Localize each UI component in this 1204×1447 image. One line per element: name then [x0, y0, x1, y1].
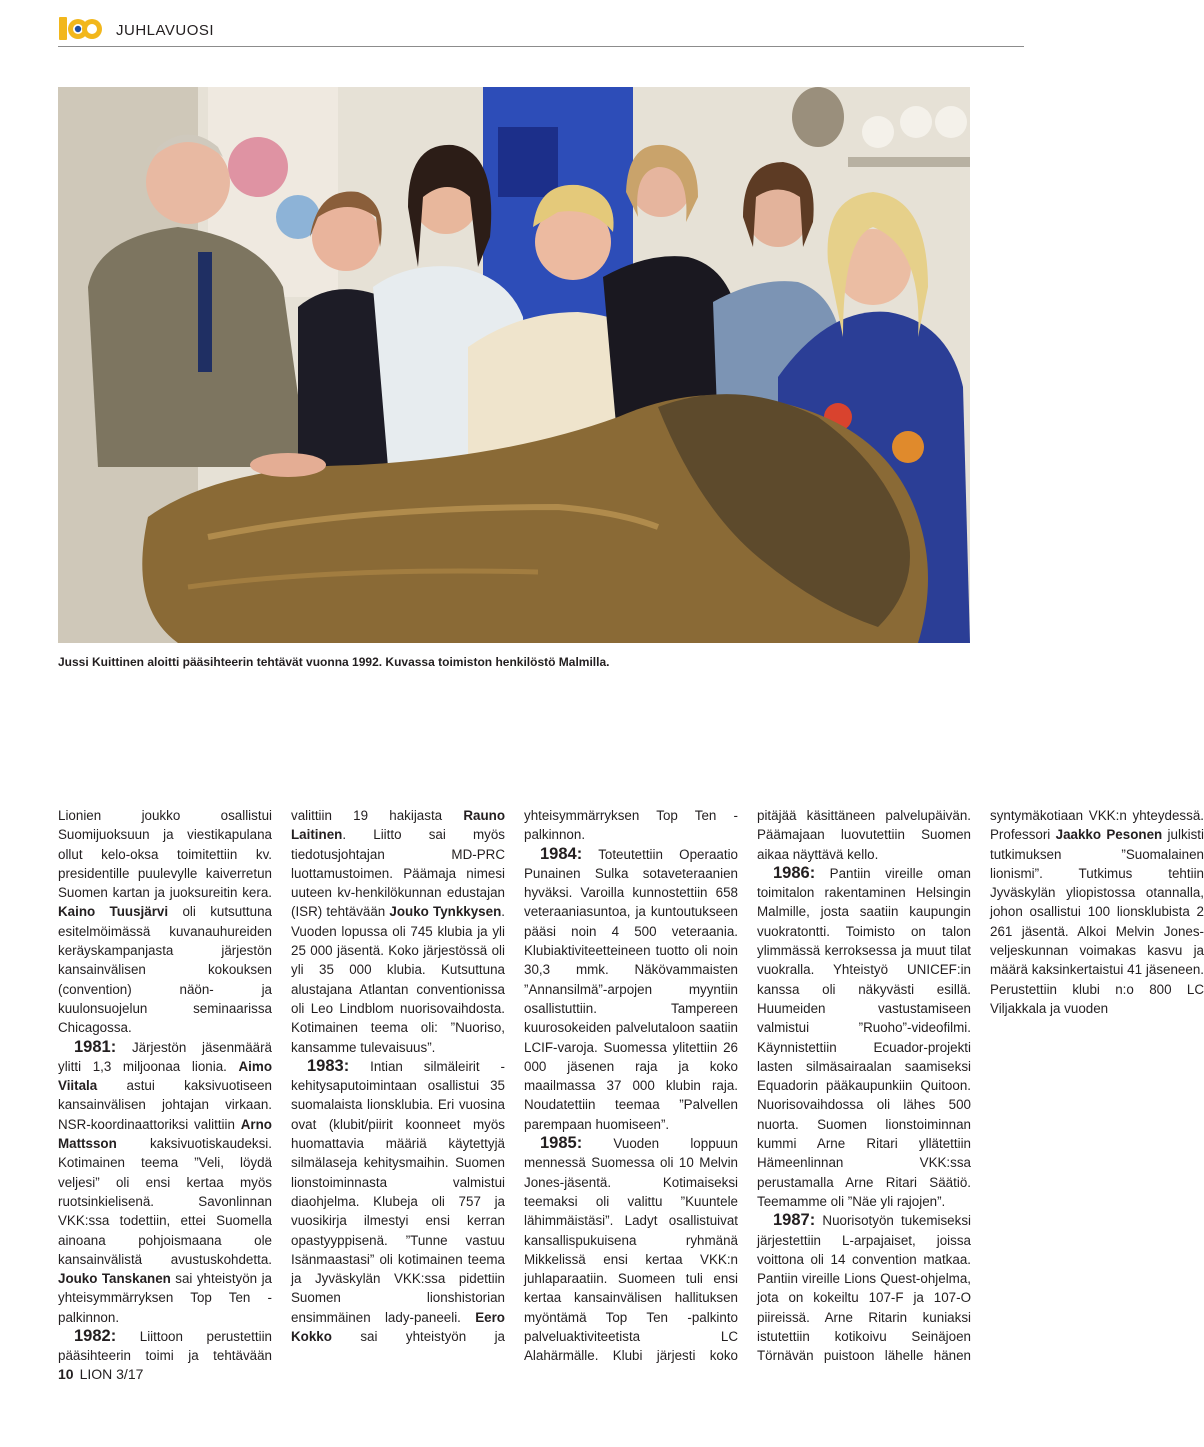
person-name: Rauno Laitinen: [291, 808, 505, 843]
magazine-issue: LION 3/17: [79, 1366, 144, 1382]
paragraph-1985: 1985: Vuoden loppuun mennessä Suomessa oli 10 Melvin Jones-jäsentä. Kotimaiseksi teemaksi oli valittu ”Kuuntele lähimmäistäsi”. Ladyt osallistuivat kansallispukuisena ryhmänä Mikkelissä ensi kertaa VKK:n juhlaparaatiin. Suomeen tuli ensi kertaa kansainvälisen hallituksen myöntämä Top Ten -palkinto palveluaktiviteetista LC Alahärmälle. Klubi järjesti koko pitäjää käsittäneen palvelupäivän. Päämajaan luovutettiin Suomen aikaa näyttävä kello.: [524, 808, 971, 1364]
year-heading: 1984:: [540, 844, 583, 863]
paragraph-1983: 1983: Intian silmäleirit -kehitysaputoimintaan osallistui 35 suomalaista lionsklubia. Eri vuosina ovat (klubit/piirit koonneet myös huomattavia määriä käytettyjä silmälaseja kehitysmaihin. Suomen lionstoiminnasta valmistui diaohjelma. Klubeja oli 757 ja vuosikirja ilmestyi ensi kerran opastyyppisenä. ”Tunne vastuu Isänmaastasi” oli kotimainen teema ja Jyväskylän VKK:ssa pidettiin Suomen lionshistorian ensimmäinen lady-paneeli. Eero Kokko sai yhteistyön ja yhteisymmärryksen Top Ten -palkinnon.: [291, 808, 738, 1345]
person-name: Aimo Viitala: [58, 1058, 272, 1094]
paragraph-1986: 1986: Pantiin vireille oman toimitalon rakentaminen Helsingin Malmille, josta saatiin kaupungin vuokratontti. Toimisto on talon ylimmässä kerroksessa ja muut tilat vuokralla. Yhteistyö UNICEF:in kanssa oli näkyvästi esillä. Huumeiden vastustamiseen valmistui ”Ruoho”-videofilmi. Käynnistettiin Ecuador-projekti lasten silmäsairaalan saamiseksi Equadorin pääkaupunkiin Quitoon. Nuorisovaihdossa oli lähes 500 nuorta. Suomen lionstoiminnan kummi Arne Ritari yllätettiin Hämeenlinnan VKK:ssa perustamalla Arne Ritari Säätiö. Teemamme oli ”Näe yli rajojen”.: [757, 863, 971, 1209]
intro-paragraph: Lionien joukko osallistui Suomijuoksuun ja viestikapulana ollut kelo-oksa toimitettiin kv. presidentille puulevylle kaiverretun Suomen kartan ja juoksureitin kera. Kaino Tuusjärvi oli kutsuttuna esitelmöimässä kuvanauhureiden keräyskampanjasta järjestön kansainvälisen kokouksen (convention) näön- ja kuulonsuojelun seminaarissa Chicagossa.: [58, 808, 272, 1036]
year-heading: 1981:: [74, 1037, 117, 1056]
person-name: Kaino Tuusjärvi: [58, 904, 169, 920]
staff-photo: [58, 87, 970, 643]
paragraph-1987: 1987: Nuorisotyön tukemiseksi järjestettiin L-arpajaiset, joissa voittona oli 14 convention matkaa. Pantiin vireille Lions Quest-ohjelma, jota on kokeiltu 107-F ja 107-O piireissä. Arne Ritarin kuniaksi istutettiin kotikoivu Seinäjoen Törnävän puistoon lähelle hänen syntymäkotiaan VKK:n yhteydessä. Professori Jaakko Pesonen julkisti tutkimuksen ”Suomalainen lionismi”. Tutkimus tehtiin Jyväskylän yliopistossa otannalla, johon osallistui 100 lionsklubista 2 261 jäsentä. Alkoi Melvin Jones-veljeskunnan voimakas kasvu ja määrä kaksinkertaistui 41 jäseneen. Perustettiin klubi n:o 800 LC Viljakkala ja vuoden: [757, 808, 1204, 1364]
paragraph-1984: 1984: Toteutettiin Operaatio Punainen Sulka sotaveteraanien hyväksi. Varoilla kunnostettiin 658 veteraaniasuntoa, ja kuntoutukseen pääsi noin 4 500 veteraania. Klubiaktiviteetteineen tuotto oli noin 30,3 mmk. Näkövammaisten ”Annansilmä”-arpojen myyntiin osallistuttiin. Tampereen kuurosokeiden palvelutaloon saatiin LCIF-varoja. Suomessa ylitettiin 26 000 jäsenen raja ja koko maailmassa 37 000 klubin raja. Noudatettiin teemaa ”Palvellen parempaan huomiseen”.: [524, 844, 738, 1132]
paragraph-1981: 1981: Järjestön jäsenmäärä ylitti 1,3 miljoonaa lionia. Aimo Viitala astui kaksivuotiseen kansainvälisen johtajan virkaan. NSR-koordinaattoriksi valittiin Arno Mattsson kaksivuotiskaudeksi. Kotimainen teema ”Veli, löydä veljesi” oli ensi kertaa myös ruotsinkielisenä. Savonlinnan VKK:ssa todettiin, ettei Suomella ainoana pohjoismaana ole kansainvälistä avustuskohdetta. Jouko Tanskanen sai yhteistyön ja yhteisymmärryksen Top Ten -palkinnon.: [58, 1037, 272, 1325]
year-heading: 1985:: [540, 1134, 583, 1153]
paragraph-1982: 1982: Liittoon perustettiin pääsihteerin toimi ja tehtävään valittiin 19 hakijasta Rauno Laitinen. Liitto sai myös tiedotusjohtajan MD-PRC luottamustoimen. Päämaja nimesi uuteen kv-henkilökunnan edustajan (ISR) tehtävään Jouko Tynkkysen. Vuoden lopussa oli 745 klubia ja yli 25 000 jäsentä. Koko järjestössä oli yli 35 000 klubia. Kutsuttuna alustajana Atlantan conventionissa oli Leo Lindblom nuorisovaihdosta. Kotimainen teema oli: ”Nuoriso, kansamme tulevaisuus”.: [58, 808, 505, 1364]
person-name: Eero Kokko: [291, 1309, 505, 1345]
header-divider: [58, 46, 1024, 47]
year-heading: 1983:: [307, 1056, 350, 1075]
year-heading: 1986:: [773, 863, 816, 882]
year-heading: 1987:: [773, 1211, 816, 1230]
section-label: JUHLAVUOSI: [116, 22, 215, 39]
person-name: Jaakko Pesonen: [1055, 827, 1163, 843]
person-name: Jouko Tanskanen: [58, 1271, 171, 1287]
person-name: Jouko Tynkkysen: [389, 904, 502, 920]
page-footer: [58, 1366, 143, 1382]
staff-photo-illustration: [58, 87, 970, 643]
page-header: [58, 12, 1024, 52]
centennial-100-logo: [58, 14, 102, 42]
photo-caption: Jussi Kuittinen aloitti pääsihteerin tehtävät vuonna 1992. Kuvassa toimiston henkilöstö Malmilla.: [58, 655, 610, 669]
page-number: 10: [58, 1366, 74, 1382]
person-name: Arno Mattsson: [58, 1116, 272, 1152]
year-heading: 1982:: [74, 1327, 117, 1346]
article-body: [58, 806, 1204, 1376]
